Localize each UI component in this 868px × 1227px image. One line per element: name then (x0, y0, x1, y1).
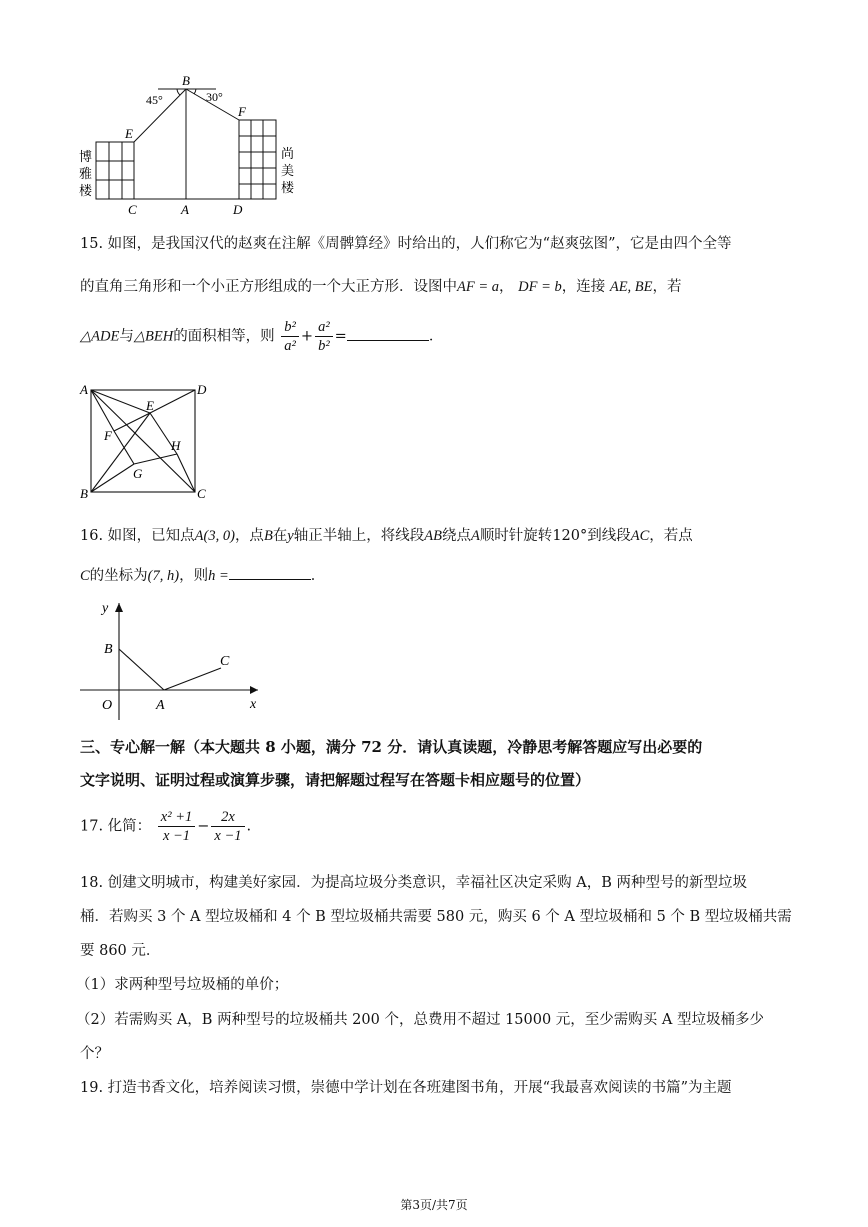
label-d: D (233, 202, 243, 217)
svg-text:O: O (102, 698, 113, 713)
q19-line1: 19. 打造书香文化，培养阅读习惯，崇德中学计划在各班建图书角，开展“我最喜欢阅读的书篇”为主题 (80, 1080, 732, 1096)
ae-be: AE, BE (609, 279, 653, 295)
label-angle-45: 45° (146, 93, 163, 107)
fraction-a2-b2: $\frac{\text{a²}}{\text{b²}}$ (315, 318, 333, 355)
section3-line2: 文字说明、证明过程或演算步骤，请把解题过程写在答题卡相应题号的位置） (80, 771, 591, 789)
answer-blank-q16 (229, 565, 311, 580)
svg-text:尚: 尚 (281, 146, 295, 161)
right-building-label (281, 146, 295, 195)
svg-text:C: C (197, 486, 206, 500)
q16-line1: 16. 如图，已知点A(3, 0)，点B在y轴正半轴上，将线段AB绕点A顺时针旋转120°到线段AC，若点 (80, 528, 693, 544)
q16-line2: C的坐标为(7, h)，则h = ． (80, 564, 325, 585)
svg-text:B: B (104, 642, 113, 657)
svg-text:雅: 雅 (79, 166, 93, 181)
svg-text:y: y (102, 601, 109, 616)
figure-q16-coordinate (78, 595, 268, 725)
svg-text:D: D (197, 382, 207, 397)
svg-text:B: B (80, 486, 88, 500)
q18-part2a: （2）若需购买 A，B 两种型号的垃圾桶共 200 个，总费用不超过 15000 元，至少需购买 A 型垃圾桶多少 (76, 1012, 764, 1028)
label-f: F (238, 104, 246, 119)
svg-text:x: x (250, 697, 257, 712)
left-building-label (79, 149, 93, 198)
segment-ab (119, 649, 164, 690)
label-e: E (125, 126, 133, 141)
svg-text:G: G (133, 466, 143, 481)
label-c: C (128, 202, 137, 217)
svg-text:F: F (104, 428, 112, 443)
label-a: A (181, 202, 189, 217)
svg-text:E: E (146, 398, 154, 413)
figure-q15-zhaoshuang (78, 380, 213, 500)
svg-text:博: 博 (79, 149, 93, 164)
figure-q14-buildings (76, 72, 306, 222)
q15-line1: 15. 如图，是我国汉代的赵爽在注解《周髀算经》时给出的，人们称它为“赵爽弦图”，它是由四个全等 (80, 236, 732, 252)
section3-line1: 三、专心解一解（本大题共 8 小题，满分 72 分．请认真读题，冷静思考解答题应写出必要的 (80, 738, 703, 756)
svg-text:H: H (171, 438, 181, 453)
q15-line2: 的直角三角形和一个小正方形组成的一个大正方形．设图中AF = a， DF = b，连接 AE, BE，若 (80, 279, 682, 295)
fraction-q17-1: $\frac{\text{x² +1}}{x -1}$ (158, 808, 195, 845)
svg-text:A: A (80, 382, 88, 397)
svg-text:C: C (220, 654, 230, 669)
fraction-b2-a2: $\frac{\text{b²}}{\text{a²}}$ (281, 318, 299, 355)
label-angle-30: 30° (206, 90, 223, 104)
q17: 17. 化简： $\frac{\text{x² +1}}{x -1}$ − $\frac{2x}{x -1}$ . (80, 809, 252, 844)
q18-line2: 桶．若购买 3 个 A 型垃圾桶和 4 个 B 型垃圾桶共需要 580 元，购买 6 个 A 型垃圾桶和 5 个 B 型垃圾桶共需 (80, 909, 792, 925)
svg-text:楼: 楼 (79, 183, 93, 198)
svg-text:美: 美 (281, 163, 295, 178)
answer-blank-q15 (347, 326, 429, 341)
q18-line3: 要 860 元． (80, 943, 161, 959)
segment-ac (164, 668, 221, 690)
fraction-q17-2: $\frac{2x}{x -1}$ (211, 808, 244, 845)
q15-line3: △ADE与△BEH的面积相等，则 $\frac{\text{b²}}{\text{a²}}$ + $\frac{\text{a²}}{\text{b²}}$ = ． (80, 319, 444, 354)
df-expr: DF = b (518, 279, 562, 295)
af-expr: AF = a (457, 279, 499, 295)
label-b: B (182, 73, 190, 88)
svg-text:楼: 楼 (281, 180, 295, 195)
page-footer: 第3页/共7页 (400, 1198, 468, 1212)
q18-part2b: 个？ (80, 1046, 109, 1062)
q18-line1: 18. 创建文明城市，构建美好家园．为提高垃圾分类意识，幸福社区决定采购 A，B 两种型号的新型垃圾 (80, 875, 748, 891)
svg-text:A: A (156, 698, 165, 713)
q18-part1: （1）求两种型号垃圾桶的单价； (76, 977, 289, 993)
